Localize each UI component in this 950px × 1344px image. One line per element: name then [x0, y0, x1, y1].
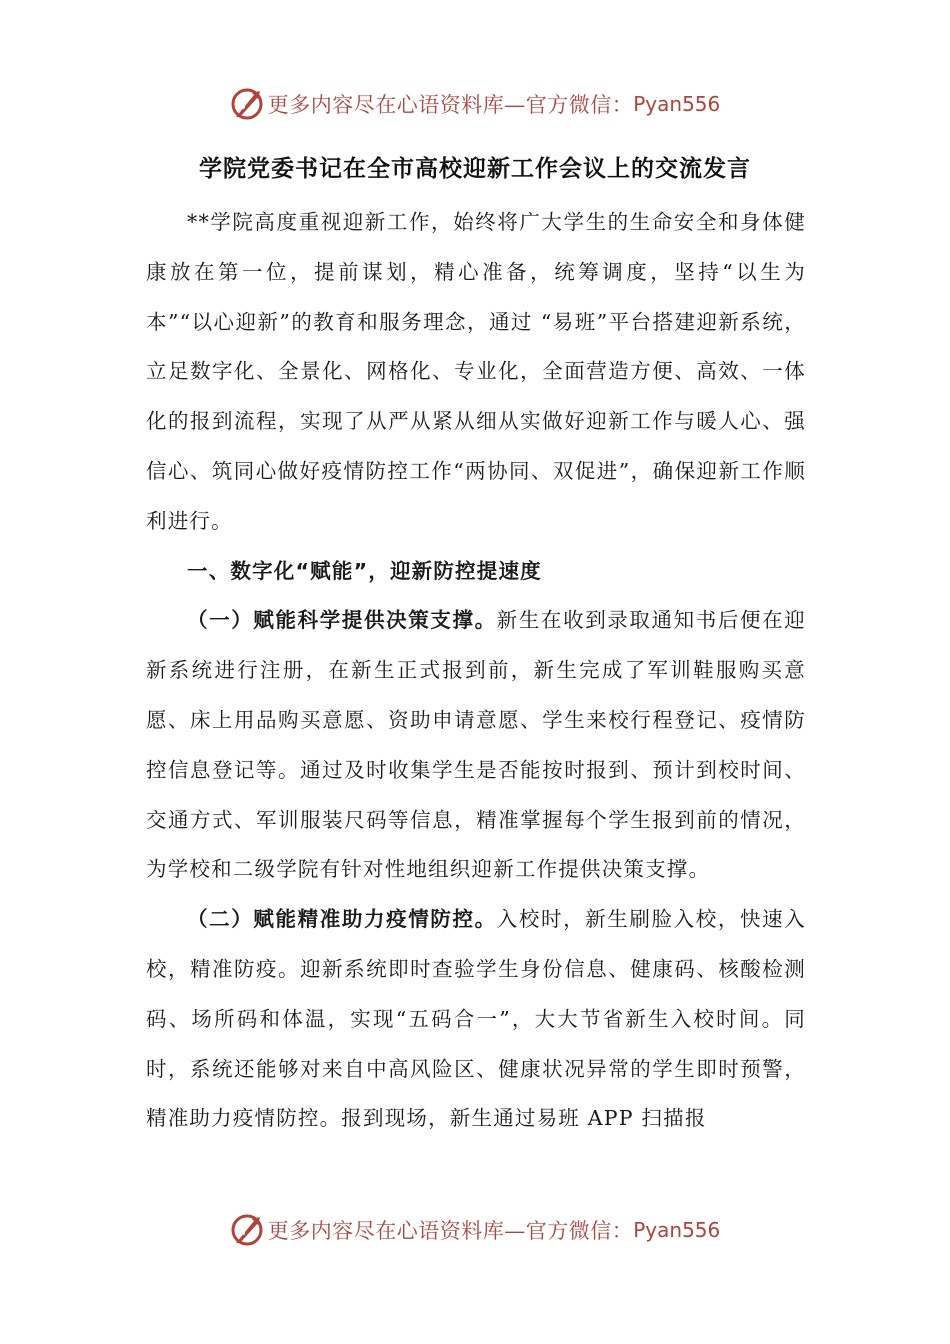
item-2-paragraph	[146, 895, 806, 1144]
quill-pen-logo-icon	[230, 87, 264, 121]
item-1-paragraph	[146, 596, 806, 895]
item-2-lead: （二）赋能精准助力疫情防控。	[187, 907, 497, 932]
banner-wechat-id: Pyan556	[633, 1218, 721, 1242]
banner-text: 更多内容尽在心语资料库—官方微信：	[267, 93, 634, 117]
banner-text: 更多内容尽在心语资料库—官方微信：	[267, 1219, 634, 1243]
footer-banner	[0, 1210, 950, 1250]
quill-pen-logo-icon	[230, 1213, 264, 1247]
item-1-body: 新生在收到录取通知书后便在迎新系统进行注册，在新生正式报到前，新生完成了军训鞋服购买意愿、床上用品购买意愿、资助申请意愿、学生来校行程登记、疫情防控信息登记等。通过及时收集学生是否能按时报到、预计到校时间、交通方式、军训服装尺码等信息，精准掌握每个学生报到前的情况，为学校和二级学院有针对性地组织迎新工作提供决策支撑。	[146, 608, 806, 882]
header-banner	[0, 84, 950, 124]
item-2-body: 入校时，新生刷脸入校，快速入校，精准防疫。迎新系统即时查验学生身份信息、健康码、核酸检测码、场所码和体温，实现“五码合一”，大大节省新生入校时间。同时，系统还能够对来自中高风险区、健康状况异常的学生即时预警，精准助力疫情防控。报到现场，新生通过易班 APP 扫描报	[146, 907, 806, 1131]
intro-paragraph: **学院高度重视迎新工作，始终将广大学生的生命安全和身体健康放在第一位，提前谋划，精心准备，统筹调度，坚持“以生为本”“以心迎新”的教育和服务理念，通过 “易班”平台搭建迎新系统，立足数字化、全景化、网格化、专业化，全面营造方便、高效、一体化的报到流程，实现了从严从紧从细从实做好迎新工作与暖人心、强信心、筑同心做好疫情防控工作“两协同、双促进”，确保迎新工作顺利进行。	[146, 210, 806, 533]
section-heading: 一、数字化“赋能”，迎新防控提速度	[187, 558, 542, 583]
item-1-lead: （一）赋能科学提供决策支撑。	[187, 608, 497, 633]
document-title: 学院党委书记在全市高校迎新工作会议上的交流发言	[199, 156, 751, 182]
banner-wechat-id: Pyan556	[633, 92, 721, 116]
document-body	[146, 198, 806, 1144]
